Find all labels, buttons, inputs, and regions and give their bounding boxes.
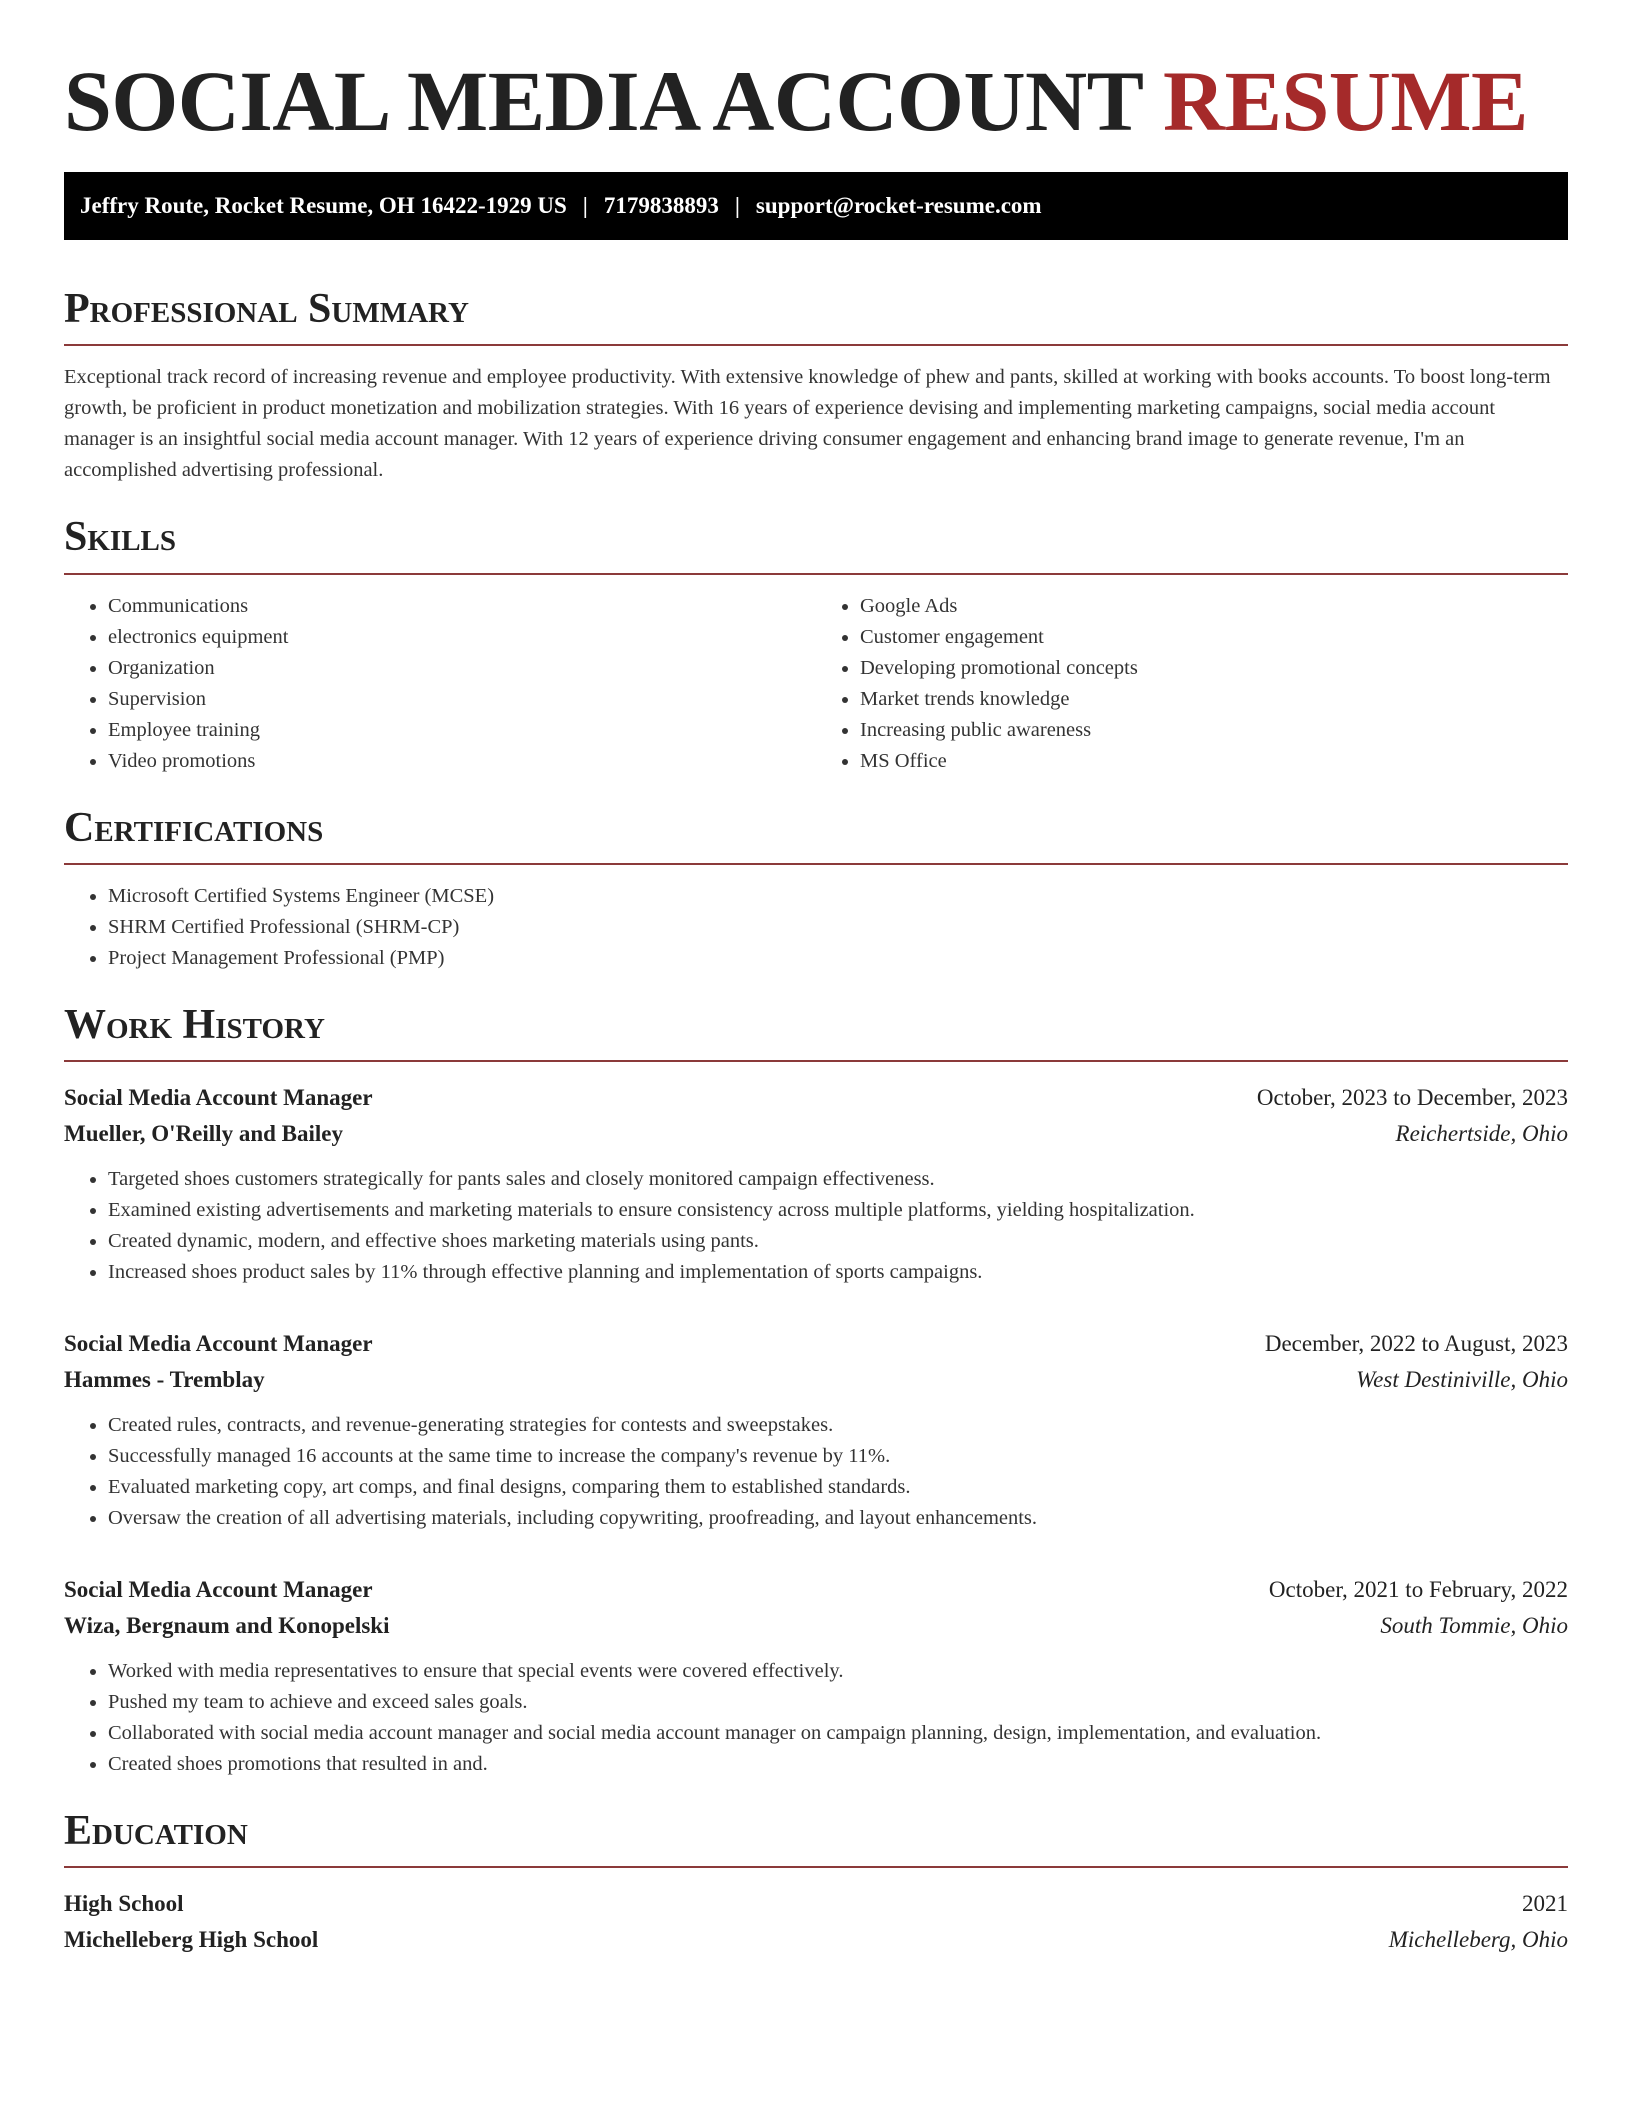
contact-email: support@rocket-resume.com bbox=[755, 193, 1042, 219]
job-entry bbox=[64, 1080, 1568, 1288]
contact-address: Jeffry Route, Rocket Resume, OH 16422-1929 US bbox=[80, 193, 567, 219]
certification-item: • Microsoft Certified Systems Engineer (MCSE) bbox=[108, 881, 1568, 912]
title-main: SOCIAL MEDIA ACCOUNT bbox=[64, 53, 1142, 149]
job-title: Social Media Account Manager bbox=[64, 1331, 373, 1357]
skill-item: • MS Office bbox=[860, 746, 1568, 777]
education-heading: Education bbox=[64, 1808, 1568, 1868]
job-bullet: • Successfully managed 16 accounts at the same time to increase the company's revenue by 11%. bbox=[108, 1441, 1568, 1472]
title-accent: RESUME bbox=[1162, 53, 1528, 149]
contact-separator: | bbox=[734, 193, 740, 219]
certifications-heading: Certifications bbox=[64, 805, 1568, 865]
job-header-row bbox=[64, 1572, 1568, 1608]
job-bullet: • Worked with media representatives to ensure that special events were covered effectively. bbox=[108, 1656, 1568, 1687]
contact-phone: 7179838893 bbox=[603, 193, 719, 219]
job-bullets bbox=[64, 1656, 1568, 1780]
job-bullet: • Increased shoes product sales by 11% through effective planning and implementation of sports campaigns. bbox=[108, 1257, 1568, 1288]
summary-heading: Professional Summary bbox=[64, 286, 1568, 346]
job-dates: October, 2021 to February, 2022 bbox=[1268, 1577, 1568, 1603]
job-header-row bbox=[64, 1326, 1568, 1362]
skill-item: • Supervision bbox=[108, 684, 816, 715]
work-history-heading: Work History bbox=[64, 1002, 1568, 1062]
job-bullet: • Evaluated marketing copy, art comps, and final designs, comparing them to established standards. bbox=[108, 1472, 1568, 1503]
summary-text: Exceptional track record of increasing revenue and employee productivity. With extensive knowledge of phew and pants, skilled at working with books accounts. To boost long-term growth, be proficient in product monetization and mobilization strategies. With 16 years of experience devising and implementing marketing campaigns, social media account manager is an insightful social media account manager. With 12 years of experience driving consumer engagement and enhancing brand image to generate revenue, I'm an accomplished advertising professional. bbox=[64, 366, 1551, 482]
skill-item: • electronics equipment bbox=[108, 622, 816, 653]
job-bullets bbox=[64, 1410, 1568, 1534]
contact-bar bbox=[64, 172, 1568, 240]
job-bullet: • Created dynamic, modern, and effective shoes marketing materials using pants. bbox=[108, 1226, 1568, 1257]
education-year: 2021 bbox=[1522, 1891, 1568, 1917]
job-dates: December, 2022 to August, 2023 bbox=[1264, 1331, 1568, 1357]
job-dates: October, 2023 to December, 2023 bbox=[1256, 1085, 1568, 1111]
skill-item: • Video promotions bbox=[108, 746, 816, 777]
education-header-row bbox=[64, 1886, 1568, 1922]
job-company: Wiza, Bergnaum and Konopelski bbox=[64, 1613, 390, 1639]
certification-item: • SHRM Certified Professional (SHRM-CP) bbox=[108, 912, 1568, 943]
education-school: Michelleberg High School bbox=[64, 1927, 319, 1953]
job-location: Reichertside, Ohio bbox=[1395, 1121, 1568, 1147]
skills-columns bbox=[64, 575, 1568, 777]
job-bullets bbox=[64, 1164, 1568, 1288]
job-bullet: • Pushed my team to achieve and exceed sales goals. bbox=[108, 1687, 1568, 1718]
skill-item: • Organization bbox=[108, 653, 816, 684]
skills-heading: Skills bbox=[64, 514, 1568, 574]
education-degree: High School bbox=[64, 1891, 184, 1917]
job-location: West Destiniville, Ohio bbox=[1356, 1367, 1568, 1393]
skills-section bbox=[64, 514, 1568, 776]
job-bullet: • Targeted shoes customers strategically for pants sales and closely monitored campaign effectiveness. bbox=[108, 1164, 1568, 1195]
job-company: Mueller, O'Reilly and Bailey bbox=[64, 1121, 343, 1147]
job-entry bbox=[64, 1326, 1568, 1534]
job-bullet: • Examined existing advertisements and marketing materials to ensure consistency across multiple platforms, yielding hospitalization. bbox=[108, 1195, 1568, 1226]
job-company-row bbox=[64, 1116, 1568, 1152]
job-title: Social Media Account Manager bbox=[64, 1085, 373, 1111]
education-location: Michelleberg, Ohio bbox=[1388, 1927, 1568, 1953]
education-entry bbox=[64, 1886, 1568, 1958]
skills-list-right bbox=[816, 591, 1568, 777]
contact-separator: | bbox=[582, 193, 588, 219]
skill-item: • Employee training bbox=[108, 715, 816, 746]
skills-list-left bbox=[64, 591, 816, 777]
skill-item: • Market trends knowledge bbox=[860, 684, 1568, 715]
job-company-row bbox=[64, 1608, 1568, 1644]
job-bullet: • Created rules, contracts, and revenue-generating strategies for contests and sweepstakes. bbox=[108, 1410, 1568, 1441]
education-section bbox=[64, 1808, 1568, 1958]
skill-item: • Communications bbox=[108, 591, 816, 622]
job-bullet: • Collaborated with social media account manager and social media account manager on campaign planning, design, implementation, and evaluation. bbox=[108, 1718, 1568, 1749]
job-company: Hammes - Tremblay bbox=[64, 1367, 265, 1393]
certification-item: • Project Management Professional (PMP) bbox=[108, 943, 1568, 974]
work-history-section bbox=[64, 1002, 1568, 1780]
skill-item: • Customer engagement bbox=[860, 622, 1568, 653]
job-header-row bbox=[64, 1080, 1568, 1116]
job-title: Social Media Account Manager bbox=[64, 1577, 373, 1603]
summary-section bbox=[64, 286, 1568, 486]
job-company-row bbox=[64, 1362, 1568, 1398]
certifications-list bbox=[64, 881, 1568, 974]
job-entry bbox=[64, 1572, 1568, 1780]
job-location: South Tommie, Ohio bbox=[1380, 1613, 1568, 1639]
skill-item: • Increasing public awareness bbox=[860, 715, 1568, 746]
certifications-section bbox=[64, 805, 1568, 974]
skill-item: • Developing promotional concepts bbox=[860, 653, 1568, 684]
job-bullet: • Created shoes promotions that resulted in and. bbox=[108, 1749, 1568, 1780]
skill-item: • Google Ads bbox=[860, 591, 1568, 622]
education-school-row bbox=[64, 1922, 1568, 1958]
resume-title bbox=[64, 53, 1568, 149]
job-bullet: • Oversaw the creation of all advertising materials, including copywriting, proofreading, and layout enhancements. bbox=[108, 1503, 1568, 1534]
